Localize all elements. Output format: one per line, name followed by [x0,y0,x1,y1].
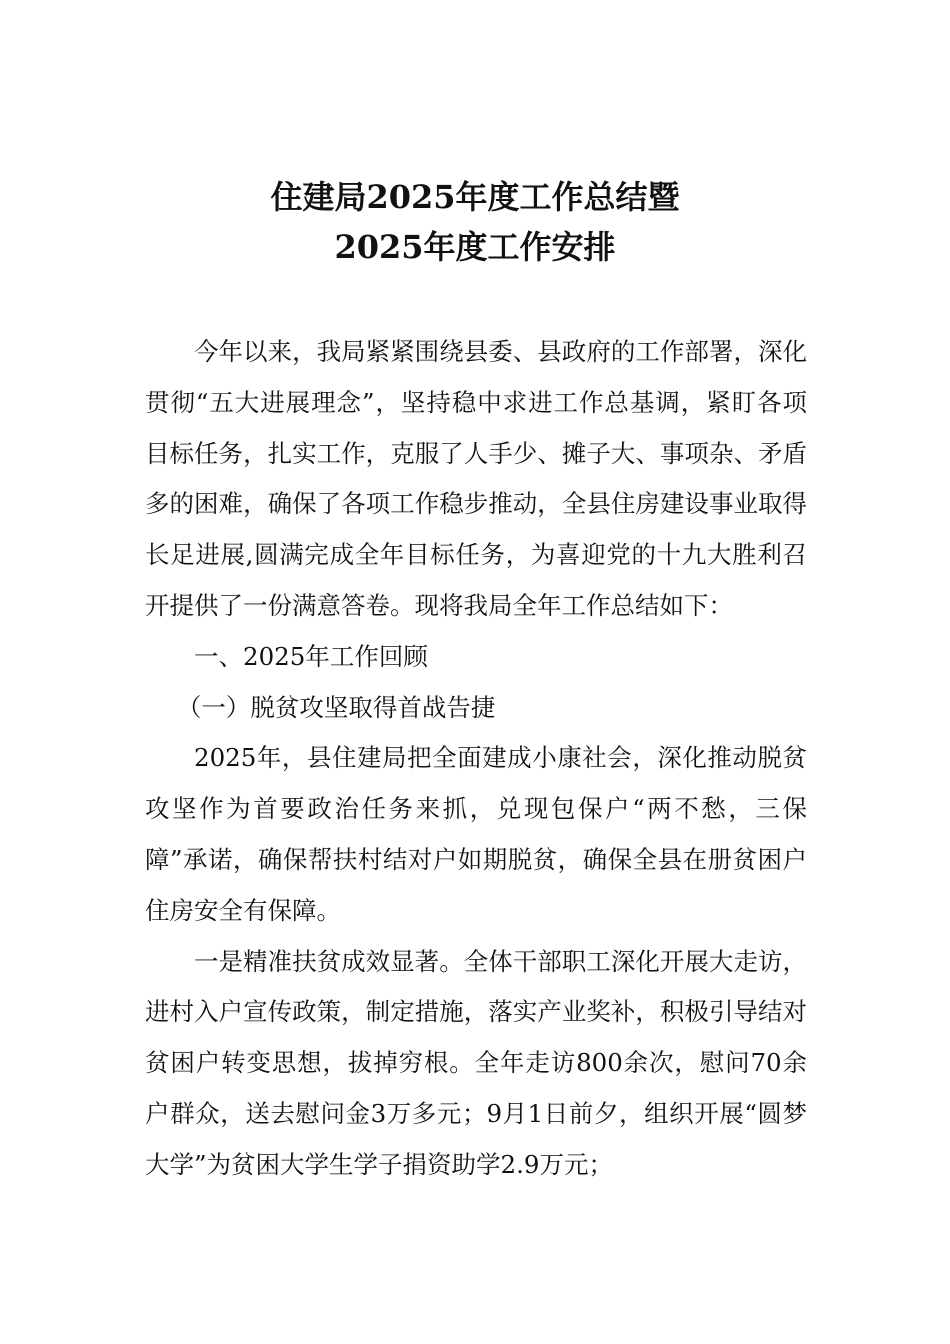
title-line-1: 住建局2025年度工作总结暨 [270,178,680,216]
title-line-2: 2025年度工作安排 [334,228,616,266]
body-paragraph: 2025年，县住建局把全面建成小康社会，深化推动脱贫攻坚作为首要政治任务来抓，兑现包保户“两不愁，三保障”承诺，确保帮扶村结对户如期脱贫，确保全县在册贫困户住房安全有保障。 [145,743,807,925]
document-body [145,327,807,1191]
intro-paragraph: 今年以来，我局紧紧围绕县委、县政府的工作部署，深化贯彻“五大进展理念”，坚持稳中求进工作总基调，紧盯各项目标任务，扎实工作，克服了人手少、摊子大、事项杂、矛盾多的困难，确保了各项工作稳步推动，全县住房建设事业取得长足进展,圆满完成全年目标任务，为喜迎党的十九大胜利召开提供了一份满意答卷。现将我局全年工作总结如下： [145,337,807,620]
body-paragraph: 一是精准扶贫成效显著。全体干部职工深化开展大走访，进村入户宣传政策，制定措施，落实产业奖补，积极引导结对贫困户转变思想，拔掉穷根。全年走访800余次，慰问70余户群众，送去慰问金3万多元；9月1日前夕，组织开展“圆梦大学”为贫困大学生学子捐资助学2.9万元； [145,946,807,1179]
subsection-heading: （一）脱贫攻坚取得首战告捷 [176,692,496,722]
section-heading: 一、2025年工作回顾 [194,641,428,671]
document-title [0,172,950,272]
